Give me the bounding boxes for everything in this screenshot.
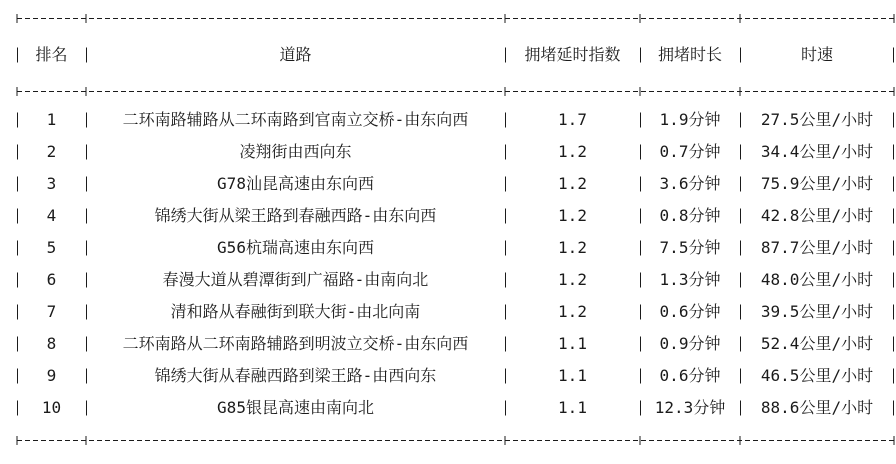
junction-plus — [894, 87, 895, 96]
road-cell: G78汕昆高速由东向西 — [86, 168, 505, 200]
speed-cell: 27.5公里/小时 — [740, 104, 894, 136]
table-row — [17, 296, 894, 328]
road-cell: G85银昆高速由南向北 — [86, 392, 505, 424]
road-cell: 二环南路辅路从二环南路到官南立交桥-由东向西 — [86, 104, 505, 136]
index-cell: 1.2 — [505, 168, 640, 200]
junction-plus — [894, 436, 895, 445]
index-cell: 1.1 — [505, 360, 640, 392]
rank-cell: 8 — [17, 328, 86, 360]
junction-plus — [504, 87, 505, 96]
table-body — [17, 92, 894, 440]
rank-cell: 9 — [17, 360, 86, 392]
duration-cell: 0.7分钟 — [640, 136, 740, 168]
table-border-bottom — [17, 440, 894, 441]
table-row — [17, 104, 894, 136]
table-row — [17, 360, 894, 392]
rank-cell: 2 — [17, 136, 86, 168]
table-row — [17, 328, 894, 360]
duration-cell: 0.6分钟 — [640, 296, 740, 328]
duration-cell: 1.9分钟 — [640, 104, 740, 136]
junction-plus — [17, 87, 18, 96]
speed-cell: 46.5公里/小时 — [740, 360, 894, 392]
rank-cell: 5 — [17, 232, 86, 264]
congestion-ranking-table — [17, 18, 894, 441]
junction-plus — [17, 436, 18, 445]
index-cell: 1.2 — [505, 200, 640, 232]
junction-plus — [86, 436, 87, 445]
table-header-row — [17, 19, 894, 91]
rank-cell: 1 — [17, 104, 86, 136]
speed-cell: 42.8公里/小时 — [740, 200, 894, 232]
table-row — [17, 168, 894, 200]
duration-cell: 3.6分钟 — [640, 168, 740, 200]
header-road: 道路 — [86, 19, 505, 91]
rank-cell: 7 — [17, 296, 86, 328]
speed-cell: 48.0公里/小时 — [740, 264, 894, 296]
table-row — [17, 136, 894, 168]
road-cell: 锦绣大街从梁王路到春融西路-由东向西 — [86, 200, 505, 232]
duration-cell: 0.6分钟 — [640, 360, 740, 392]
speed-cell: 52.4公里/小时 — [740, 328, 894, 360]
speed-cell: 34.4公里/小时 — [740, 136, 894, 168]
speed-cell: 39.5公里/小时 — [740, 296, 894, 328]
rank-cell: 3 — [17, 168, 86, 200]
road-cell: 凌翔街由西向东 — [86, 136, 505, 168]
table-row — [17, 264, 894, 296]
index-cell: 1.1 — [505, 392, 640, 424]
header-speed: 时速 — [740, 19, 894, 91]
index-cell: 1.2 — [505, 296, 640, 328]
junction-plus — [739, 87, 740, 96]
table-row — [17, 200, 894, 232]
road-cell: G56杭瑞高速由东向西 — [86, 232, 505, 264]
header-duration: 拥堵时长 — [640, 19, 740, 91]
index-cell: 1.2 — [505, 264, 640, 296]
index-cell: 1.2 — [505, 136, 640, 168]
header-index: 拥堵延时指数 — [505, 19, 640, 91]
speed-cell: 75.9公里/小时 — [740, 168, 894, 200]
speed-cell: 87.7公里/小时 — [740, 232, 894, 264]
index-cell: 1.1 — [505, 328, 640, 360]
junction-plus — [504, 436, 505, 445]
index-cell: 1.7 — [505, 104, 640, 136]
rank-cell: 6 — [17, 264, 86, 296]
rank-cell: 10 — [17, 392, 86, 424]
road-cell: 春漫大道从碧潭街到广福路-由南向北 — [86, 264, 505, 296]
duration-cell: 12.3分钟 — [640, 392, 740, 424]
duration-cell: 0.9分钟 — [640, 328, 740, 360]
index-cell: 1.2 — [505, 232, 640, 264]
duration-cell: 0.8分钟 — [640, 200, 740, 232]
junction-plus — [640, 436, 641, 445]
header-rank: 排名 — [17, 19, 86, 91]
junction-plus — [739, 436, 740, 445]
junction-plus — [86, 87, 87, 96]
speed-cell: 88.6公里/小时 — [740, 392, 894, 424]
road-cell: 清和路从春融街到联大街-由北向南 — [86, 296, 505, 328]
junction-plus — [640, 87, 641, 96]
table-row — [17, 392, 894, 424]
road-cell: 锦绣大街从春融西路到梁王路-由西向东 — [86, 360, 505, 392]
duration-cell: 7.5分钟 — [640, 232, 740, 264]
road-cell: 二环南路从二环南路辅路到明波立交桥-由东向西 — [86, 328, 505, 360]
table-border-header — [17, 91, 894, 92]
rank-cell: 4 — [17, 200, 86, 232]
duration-cell: 1.3分钟 — [640, 264, 740, 296]
table-row — [17, 232, 894, 264]
